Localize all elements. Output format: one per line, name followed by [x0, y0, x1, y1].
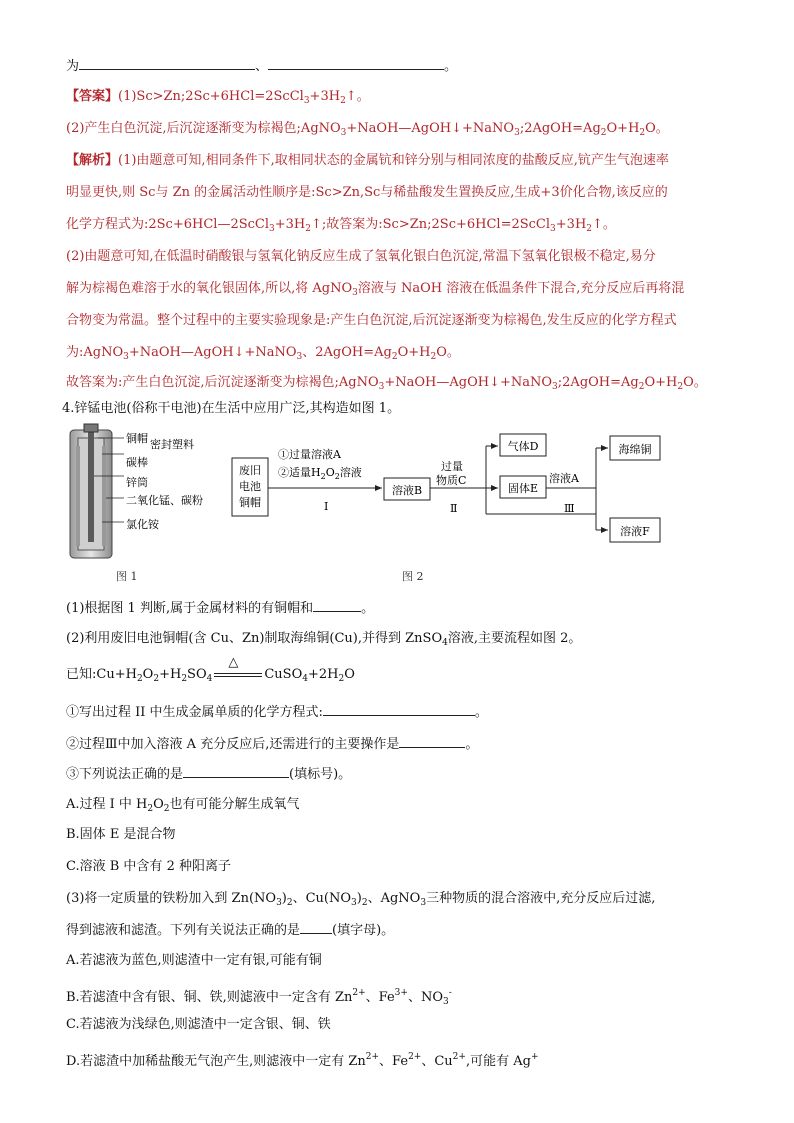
question-part-2 [66, 630, 581, 652]
label-solution-a: 溶液A [549, 472, 579, 485]
text: ①写出过程 II 中生成金属单质的化学方程式: [66, 705, 323, 720]
text: 已知:Cu+H [66, 667, 137, 682]
subscript: 4 [442, 638, 448, 648]
text: ②过程Ⅲ中加入溶液 A 充分反应后,还需进行的主要操作是 [66, 737, 400, 752]
step1-reagent-a: ①过量溶液A [278, 448, 341, 461]
text: 得到滤液和滤渣。下列有关说法正确的是 [66, 923, 301, 938]
text: 。 [444, 59, 458, 74]
subscript: 2 [638, 382, 645, 392]
analysis-line-6 [66, 312, 677, 330]
analysis-line-2 [66, 184, 668, 202]
step-roman-3: Ⅲ [564, 502, 575, 515]
subscript: 3 [351, 898, 357, 908]
subscript: 2 [153, 674, 160, 684]
text: 溶液,主要流程如图 2。 [447, 631, 582, 646]
subscript: 2 [163, 804, 170, 814]
subscript: 2 [391, 352, 398, 362]
answer-line-2 [66, 120, 669, 142]
subscript: 3 [303, 96, 310, 106]
text: 4.锌锰电池(俗称干电池)在生活中应用广泛,其构造如图 1。 [62, 401, 401, 416]
option-c [66, 858, 231, 876]
answer-tag: 【答案】 [66, 89, 119, 104]
text: SO [187, 667, 207, 682]
box-solid-e: 固体E [507, 482, 539, 495]
subscript: 3 [552, 382, 558, 392]
subscript: 2 [639, 128, 646, 138]
text: O+H [606, 121, 640, 136]
text: 为:AgNO [66, 345, 124, 360]
fill-blank-choice[interactable] [183, 764, 289, 778]
sub-question-1 [66, 702, 488, 722]
choice-c [66, 1016, 331, 1034]
box-gas-d: 气体D [507, 440, 539, 453]
text: (1)由题意可知,相同条件下,取相同状态的金属钪和锌分别与相同浓度的盐酸反应,钪产生气泡速率 [118, 153, 669, 168]
subscript: 3 [378, 382, 385, 392]
step-roman-2: Ⅱ [450, 502, 458, 515]
option-a [66, 796, 300, 818]
text: O+H [397, 345, 431, 360]
battery-illustration [70, 424, 124, 558]
text: 、Cu(NO [292, 891, 352, 906]
text: B.若滤渣中含有银、铜、铁,则滤液中一定含有 Zn [66, 990, 353, 1005]
subscript: 2 [147, 804, 154, 814]
text: (3)将一定质量的铁粉加入到 Zn(NO [66, 891, 277, 906]
option-b [66, 826, 175, 844]
analysis-line-7 [66, 344, 460, 366]
superscript: 2+ [352, 988, 366, 998]
caption-fig1: 图 1 [116, 570, 138, 583]
text: CuSO [264, 667, 303, 682]
label-excess: 过量 [441, 460, 463, 473]
text: O。 [683, 375, 707, 390]
text: (2)产生白色沉淀,后沉淀逐渐变为棕褐色;AgNO [66, 121, 341, 136]
text: A.过程 I 中 H [66, 797, 148, 812]
text: +3H [309, 89, 341, 104]
text: ↑。 [345, 89, 370, 104]
text: 三种物质的混合溶液中,充分反应后过滤, [426, 891, 656, 906]
text: 、AgNO [367, 891, 421, 906]
choice-b [66, 984, 452, 1011]
subscript: 2 [181, 674, 188, 684]
superscript: - [448, 988, 452, 998]
fill-blank-equation[interactable] [323, 702, 475, 716]
superscript: 2+ [365, 1052, 380, 1062]
question-4-stem [62, 400, 400, 418]
label-carbon-rod: 碳棒 [126, 456, 148, 469]
superscript: 2+ [452, 1052, 466, 1062]
fill-blank-letter[interactable] [300, 920, 332, 934]
subscript: 3 [442, 997, 449, 1007]
text: 明显更快,则 Sc与 Zn 的金属活动性顺序是:Sc>Zn,Sc与稀盐酸发生置换反应,生成+3价化合物,该反应的 [66, 185, 668, 200]
step-roman-1: I [324, 500, 329, 513]
text: +NaOH—AgOH↓+NaNO [384, 375, 553, 390]
analysis-line-4 [66, 248, 656, 266]
subscript: 4 [302, 674, 308, 684]
figures [66, 418, 666, 590]
text: ) [281, 891, 287, 906]
text: C.若滤液为浅绿色,则滤渣中一定含银、铜、铁 [66, 1017, 331, 1032]
text: ,可能有 Ag [465, 1054, 531, 1069]
subscript: 3 [550, 224, 556, 234]
fill-blank-1[interactable] [79, 56, 255, 70]
text: 。 [474, 705, 488, 720]
question-part-3-line1 [66, 890, 655, 912]
subscript: 2 [600, 128, 607, 138]
subscript: 3 [514, 128, 520, 138]
text: O [153, 797, 164, 812]
label-zinc-can: 锌筒 [126, 476, 148, 489]
text: O。 [436, 345, 460, 360]
text: 、NO [407, 990, 443, 1005]
subscript: 2 [136, 674, 143, 684]
analysis-line-1 [66, 152, 669, 170]
text: B.固体 E 是混合物 [66, 827, 176, 842]
text: D.若滤渣中加稀盐酸无气泡产生,则滤液中一定有 Zn [66, 1054, 366, 1069]
text: ;2AgOH=Ag [557, 375, 639, 390]
label-seal-plastic: 密封塑料 [150, 438, 194, 451]
box-solution-f: 溶液F [620, 525, 650, 538]
text: 、Fe [365, 990, 395, 1005]
subscript: 2 [338, 674, 345, 684]
battery-and-flowchart-figure [66, 418, 666, 590]
step1-reagent-b: ②适量$H_2O_2$溶液 [278, 466, 362, 481]
text: 、Cu [421, 1054, 453, 1069]
box-text: 废旧 [239, 464, 261, 477]
text: O+H [644, 375, 678, 390]
text: ) [356, 891, 362, 906]
label-substance-c: 物质C [436, 474, 467, 487]
text: +3H [274, 217, 306, 232]
text: 故答案为:产生白色沉淀,后沉淀逐渐变为棕褐色;AgNO [66, 375, 379, 390]
answer-line-1 [66, 88, 370, 110]
text: 、 [255, 59, 269, 74]
text: O [344, 667, 355, 682]
box-text: 铜帽 [239, 496, 261, 509]
subscript: 3 [420, 898, 427, 908]
text: 化学方程式为:2Sc+6HCl—2ScCl [66, 217, 270, 232]
subscript: 2 [586, 224, 593, 234]
caption-fig2: 图 2 [402, 570, 424, 583]
superscript: 2+ [408, 1052, 422, 1062]
box-text: 电池 [239, 480, 261, 493]
text: 。 [361, 601, 375, 616]
text: 解为棕褐色难溶于水的氧化银固体,所以,将 AgNO [66, 281, 353, 296]
analysis-line-8 [66, 374, 707, 396]
fill-blank-metal[interactable] [313, 598, 361, 612]
box-solution-b: 溶液B [391, 484, 423, 497]
text: 也有可能分解生成氧气 [169, 797, 300, 812]
fill-blank-operation[interactable] [399, 734, 465, 748]
text: (填标号)。 [289, 767, 352, 782]
text: 溶液与 NaOH 溶液在低温条件下混合,充分反应后再将混 [357, 281, 685, 296]
text: +3H [555, 217, 587, 232]
superscript: 3+ [394, 988, 408, 998]
text: ③下列说法正确的是 [66, 767, 184, 782]
subscript: 2 [430, 352, 437, 362]
subscript: 2 [305, 224, 311, 234]
text: (1)Sc>Zn;2Sc+6HCl=2ScCl [118, 89, 304, 104]
sub-question-2 [66, 734, 478, 754]
text: ↑。 [592, 217, 616, 232]
subscript: 2 [361, 898, 368, 908]
text: +2H [307, 667, 339, 682]
subscript: 2 [286, 898, 293, 908]
label-nh4cl: 氯化铵 [126, 518, 159, 531]
heat-condition-arrow [212, 654, 264, 682]
subscript: 2 [677, 382, 684, 392]
analysis-tag: 【解析】 [66, 153, 119, 168]
label-copper-cap: 铜帽 [126, 432, 148, 445]
text: O [142, 667, 154, 682]
known-equation [66, 654, 355, 688]
analysis-line-5 [66, 280, 684, 302]
text: 、2AgOH=Ag [302, 345, 392, 360]
text: O。 [645, 121, 669, 136]
text: 。 [465, 737, 479, 752]
superscript: + [530, 1052, 539, 1062]
box-sponge-copper: 海绵铜 [618, 443, 652, 456]
question-part-1 [66, 598, 374, 618]
choice-a [66, 952, 322, 970]
subscript: 3 [123, 352, 129, 362]
answer-blank-line [66, 56, 457, 76]
text: ;2AgOH=Ag [519, 121, 601, 136]
subscript: 4 [206, 674, 213, 684]
text: +H [159, 667, 182, 682]
text: C.溶液 B 中含有 2 种阳离子 [66, 859, 231, 874]
subscript: 3 [296, 352, 303, 362]
text: 为 [66, 59, 80, 74]
subscript: 3 [352, 288, 358, 298]
text: A.若滤液为蓝色,则滤渣中一定有银,可能有铜 [66, 953, 322, 968]
subscript: 3 [276, 898, 282, 908]
text: (2)由题意可知,在低温时硝酸银与氢氧化钠反应生成了氢氧化银白色沉淀,常温下氢氧化银极不稳定,易分 [66, 249, 656, 264]
text: 、Fe [379, 1054, 409, 1069]
choice-d [66, 1048, 538, 1071]
text: (填字母)。 [332, 923, 395, 938]
text: +NaOH—AgOH↓+NaNO [346, 121, 515, 136]
label-mno2-carbon: 二氧化锰、碳粉 [126, 494, 203, 507]
analysis-line-3 [66, 216, 616, 238]
text: ↑;故答案为:Sc>Zn;2Sc+6HCl=2ScCl [311, 217, 551, 232]
question-part-3-line2 [66, 920, 394, 940]
subscript: 3 [269, 224, 275, 234]
text: 合物变为常温。整个过程中的主要实验现象是:产生白色沉淀,后沉淀逐渐变为棕褐色,发生反应的化学方程式 [66, 313, 677, 328]
text: +NaOH—AgOH↓+NaNO [128, 345, 297, 360]
subscript: 3 [340, 128, 347, 138]
subscript: 2 [340, 96, 346, 106]
sub-question-3 [66, 764, 351, 784]
text: (1)根据图 1 判断,属于金属材料的有铜帽和 [66, 601, 314, 616]
text: (2)利用废旧电池铜帽(含 Cu、Zn)制取海绵铜(Cu),并得到 ZnSO [66, 631, 443, 646]
fill-blank-2[interactable] [268, 56, 444, 70]
process-flowchart [232, 434, 660, 542]
delta-symbol: △ [228, 654, 239, 670]
